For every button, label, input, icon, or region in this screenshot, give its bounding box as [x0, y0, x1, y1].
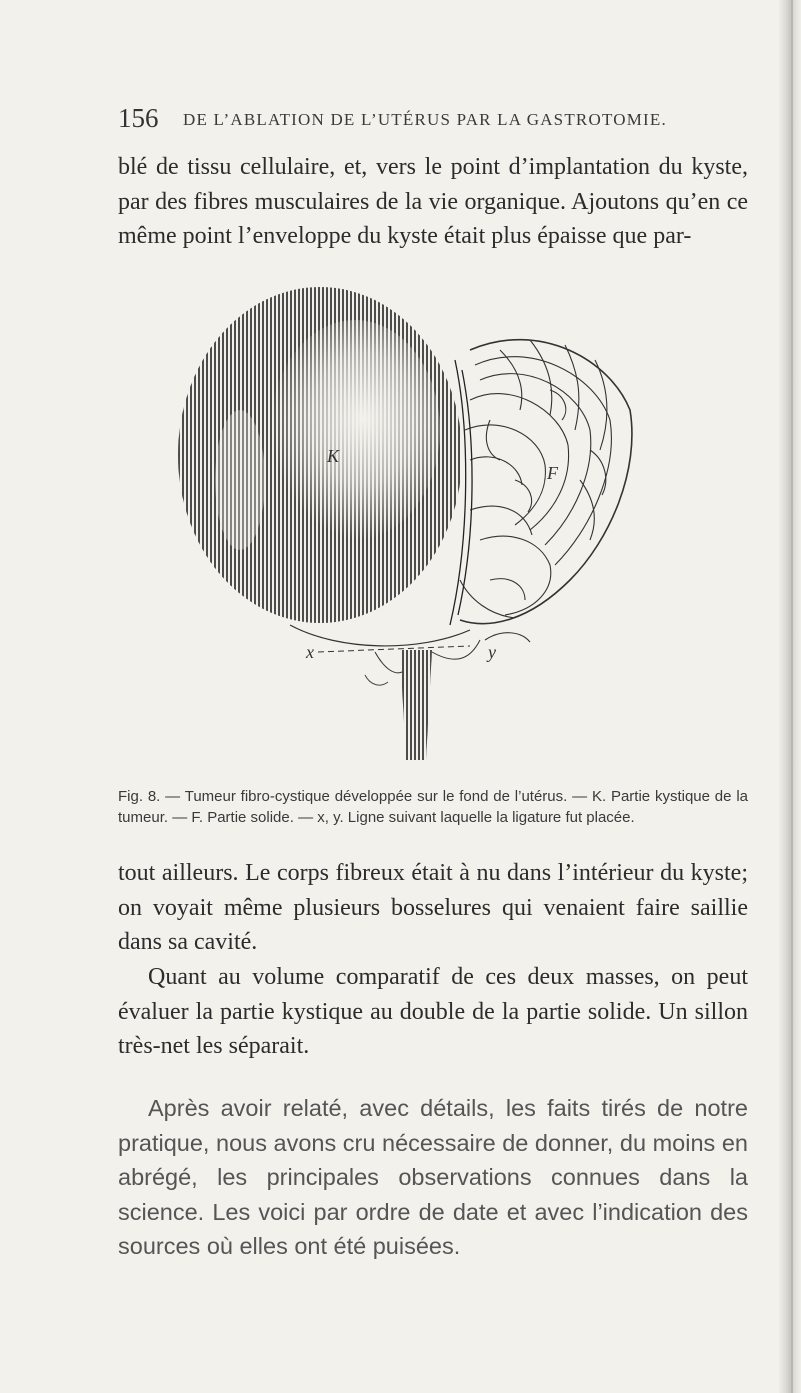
label-f: F	[547, 463, 558, 483]
page-edge-line	[791, 0, 793, 1393]
ligature-line	[318, 646, 470, 652]
paragraph-top: blé de tissu cellulaire, et, vers le point d’implantation du kyste, par des fibres musculaires de la vie organique. Ajoutons qu’en ce même point l’enveloppe du kyste était plus épaisse que par-	[118, 154, 748, 249]
paragraph-after-figure-1: tout ailleurs. Le corps fibreux était à nu dans l’intérieur du kyste; on voyait même plusieurs bosselures qui venaient faire saillie dans sa cavité.	[118, 860, 748, 955]
cyst-part-k	[178, 287, 462, 623]
page-edge	[779, 0, 801, 1393]
paragraph-bottom: Après avoir relaté, avec détails, les faits tirés de notre pratique, nous avons cru nécessaire de donner, du moins en abrégé, les principales observations connues dans la science. Les voici par ordre de date et avec l’indication des sources où elles ont été puisées.	[118, 1095, 748, 1259]
label-k: K	[327, 446, 340, 466]
figure-caption: Fig. 8. — Tumeur fibro-cystique développée sur le fond de l’utérus. — K. Partie kystique de la tumeur. — F. Partie solide. — x, y. Ligne suivant laquelle la ligature fut placée.	[118, 788, 748, 826]
label-y: y	[488, 642, 496, 662]
figure-tumor-illustration	[170, 280, 650, 770]
running-head: DE L’ABLATION DE L’UTÉRUS PAR LA GASTROTOMIE.	[183, 110, 667, 129]
uterus-stalk	[290, 625, 480, 760]
engraving-illustration	[170, 280, 650, 770]
label-x: x	[306, 642, 314, 662]
solid-part-f	[460, 340, 632, 642]
page-header	[118, 103, 738, 143]
page-number: 156	[118, 103, 159, 133]
paragraph-after-figure-2: Quant au volume comparatif de ces deux masses, on peut évaluer la partie kystique au double de la partie solide. Un sillon très-net les séparait.	[118, 964, 748, 1059]
